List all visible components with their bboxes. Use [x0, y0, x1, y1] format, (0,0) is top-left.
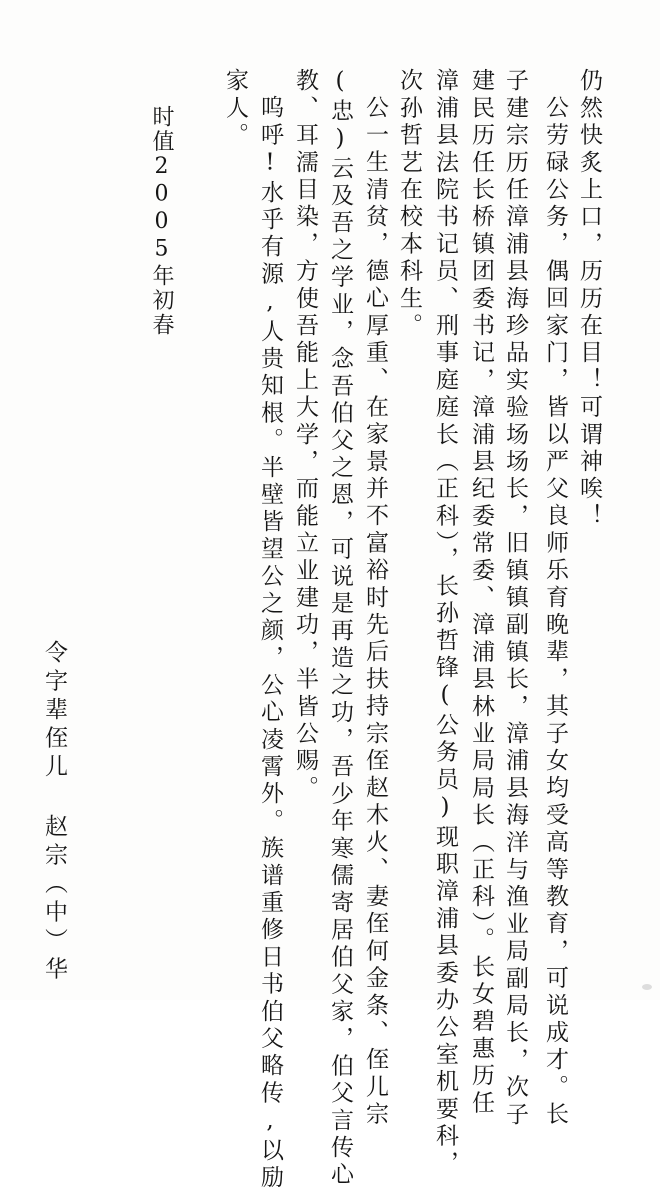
- text-column-5: 漳浦县法院书记员、刑事庭庭长（正科），长孙哲锋(公务员)现职漳浦县委办公室机要科，: [432, 68, 458, 1178]
- text-column-11: 家人。: [222, 68, 248, 150]
- text-column-7: 公一生清贫，德心厚重、在家景并不富裕时先后扶持宗侄赵木火、妻侄何金条、侄儿宗: [362, 95, 388, 1129]
- date-line: 时值2005年初春: [149, 105, 174, 338]
- text-column-6: 次孙哲艺在校本科生。: [396, 68, 422, 340]
- text-column-3: 子建宗历任漳浦县海珍品实验场场长，旧镇镇副镇长，漳浦县海洋与渔业局副局长，次子: [502, 68, 528, 1129]
- text-column-4: 建民历任长桥镇团委书记，漳浦县纪委常委、漳浦县林业局局长（正科）。长女碧惠历任: [468, 68, 494, 1118]
- text-column-9: 教、耳濡目染，方使吾能上大学，而能立业建功，半皆公赐。: [292, 68, 318, 803]
- signature: 令字辈侄儿 赵宗（中）华: [41, 640, 67, 985]
- text-column-10: 呜呼!水乎有源,人贵知根。半壁皆望公之颜，公心凌霄外。族谱重修日书伯父略传,以励: [257, 95, 283, 1192]
- paper-speck: [642, 984, 652, 990]
- text-column-1: 仍然快炙上口，历历在目！可谓神唉！: [576, 68, 602, 531]
- text-column-8: (忠)云及吾之学业，念吾伯父之恩，可说是再造之功，吾少年寒儒寄居伯父家，伯父言传心: [327, 68, 353, 1190]
- text-column-2: 公劳碌公务，偶回家门，皆以严父良师乐育晚辈，其子女均受高等教育，可说成才。长: [542, 95, 568, 1129]
